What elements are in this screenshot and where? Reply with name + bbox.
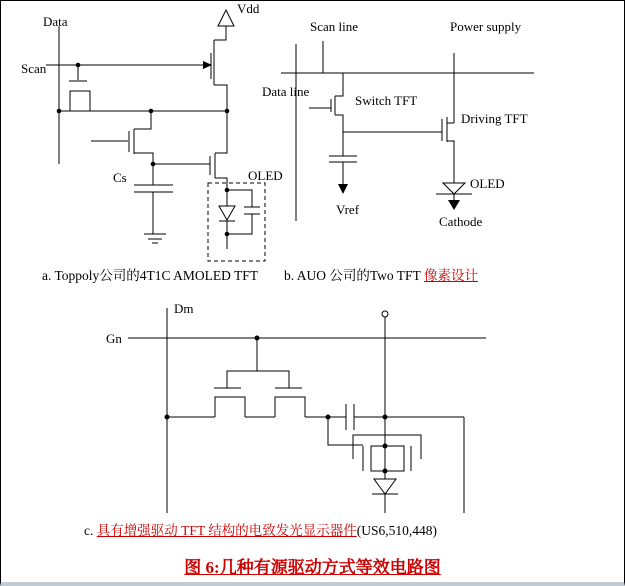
label-dm: Dm bbox=[174, 301, 194, 316]
caption-c-prefix: c. bbox=[84, 523, 97, 538]
vdd-triangle bbox=[218, 10, 234, 26]
label-scan: Scan bbox=[21, 61, 47, 76]
label-cs: Cs bbox=[113, 170, 127, 185]
label-gn: Gn bbox=[106, 331, 122, 346]
circuit-b-linework bbox=[281, 41, 534, 221]
caption-circuit-b bbox=[284, 264, 478, 284]
circuit-diagram-svg bbox=[1, 1, 624, 582]
label-oled-a: OLED bbox=[248, 168, 283, 183]
el-diode-c bbox=[374, 479, 396, 494]
label-data-line: Data line bbox=[262, 84, 310, 99]
label-vref: Vref bbox=[336, 202, 360, 217]
junction-dots-a bbox=[57, 63, 230, 237]
vref-arrowhead bbox=[338, 184, 348, 194]
label-switch-tft: Switch TFT bbox=[355, 93, 418, 108]
circuit-c-linework bbox=[128, 308, 486, 513]
caption-circuit-c bbox=[84, 519, 437, 539]
caption-c-patent: (US6,510,448) bbox=[356, 523, 438, 538]
caption-circuit-a bbox=[42, 264, 258, 284]
label-data: Data bbox=[43, 14, 68, 29]
oled-diode-a bbox=[219, 206, 235, 220]
caption-b-text: b. AUO 公司的Two TFT bbox=[284, 268, 424, 283]
oled-diode-b bbox=[443, 183, 465, 194]
caption-c-link[interactable]: 具有增强驱动 TFT 结构的电致发光显示器件 bbox=[96, 523, 357, 538]
terminal-circle bbox=[382, 311, 388, 317]
label-driving-tft: Driving TFT bbox=[461, 111, 528, 126]
label-oled-b: OLED bbox=[470, 176, 505, 191]
label-scan-line: Scan line bbox=[310, 19, 359, 34]
label-power-supply: Power supply bbox=[450, 19, 522, 34]
cathode-arrowhead bbox=[448, 200, 460, 210]
caption-a-text: a. Toppoly公司的4T1C AMOLED TFT bbox=[42, 268, 259, 283]
label-cathode: Cathode bbox=[439, 214, 483, 229]
label-vdd: Vdd bbox=[237, 1, 260, 16]
figure-caption: 图 6:几种有源驱动方式等效电路图 bbox=[184, 558, 441, 577]
oled-dashed-box bbox=[208, 183, 265, 261]
caption-b-link[interactable]: 像素设计 bbox=[423, 268, 478, 283]
circuit-a-linework bbox=[46, 10, 265, 261]
